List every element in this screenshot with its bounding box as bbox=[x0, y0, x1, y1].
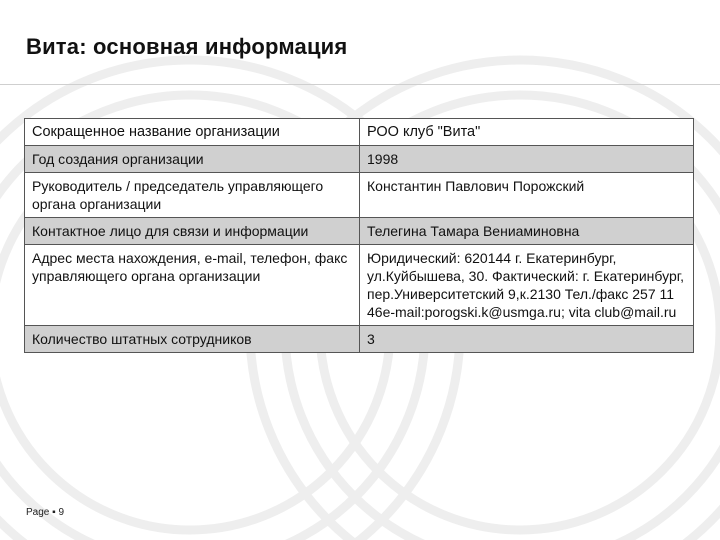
title-divider bbox=[0, 84, 720, 85]
row-value: Юридический: 620144 г. Екатеринбург, ул.Куйбышева, 30. Фактический: г. Екатеринбург, пер.Университетский 9,к.2130 Тел./факс 257 11 46e-mail:porogski.k@usmga.ru; vita club@mail.ru bbox=[360, 245, 694, 326]
table-row bbox=[25, 146, 694, 173]
page-number: Page ▪ 9 bbox=[26, 507, 65, 518]
info-table bbox=[24, 118, 694, 353]
table-row bbox=[25, 326, 694, 353]
row-value: Телегина Тамара Вениаминовна bbox=[360, 218, 694, 245]
row-value: 1998 bbox=[360, 146, 694, 173]
table-row bbox=[25, 245, 694, 326]
row-value: РОО клуб "Вита" bbox=[360, 119, 694, 146]
row-value: 3 bbox=[360, 326, 694, 353]
page-title: Вита: основная информация bbox=[26, 34, 348, 59]
row-label: Контактное лицо для связи и информации bbox=[25, 218, 360, 245]
table-row bbox=[25, 173, 694, 218]
row-label: Руководитель / председатель управляющего органа организации bbox=[25, 173, 360, 218]
row-value: Константин Павлович Порожский bbox=[360, 173, 694, 218]
table-row bbox=[25, 218, 694, 245]
table-row bbox=[25, 119, 694, 146]
row-label: Адрес места нахождения, e-mail, телефон, факс управляющего органа организации bbox=[25, 245, 360, 326]
row-label: Год создания организации bbox=[25, 146, 360, 173]
row-label: Сокращенное название организации bbox=[25, 119, 360, 146]
row-label: Количество штатных сотрудников bbox=[25, 326, 360, 353]
